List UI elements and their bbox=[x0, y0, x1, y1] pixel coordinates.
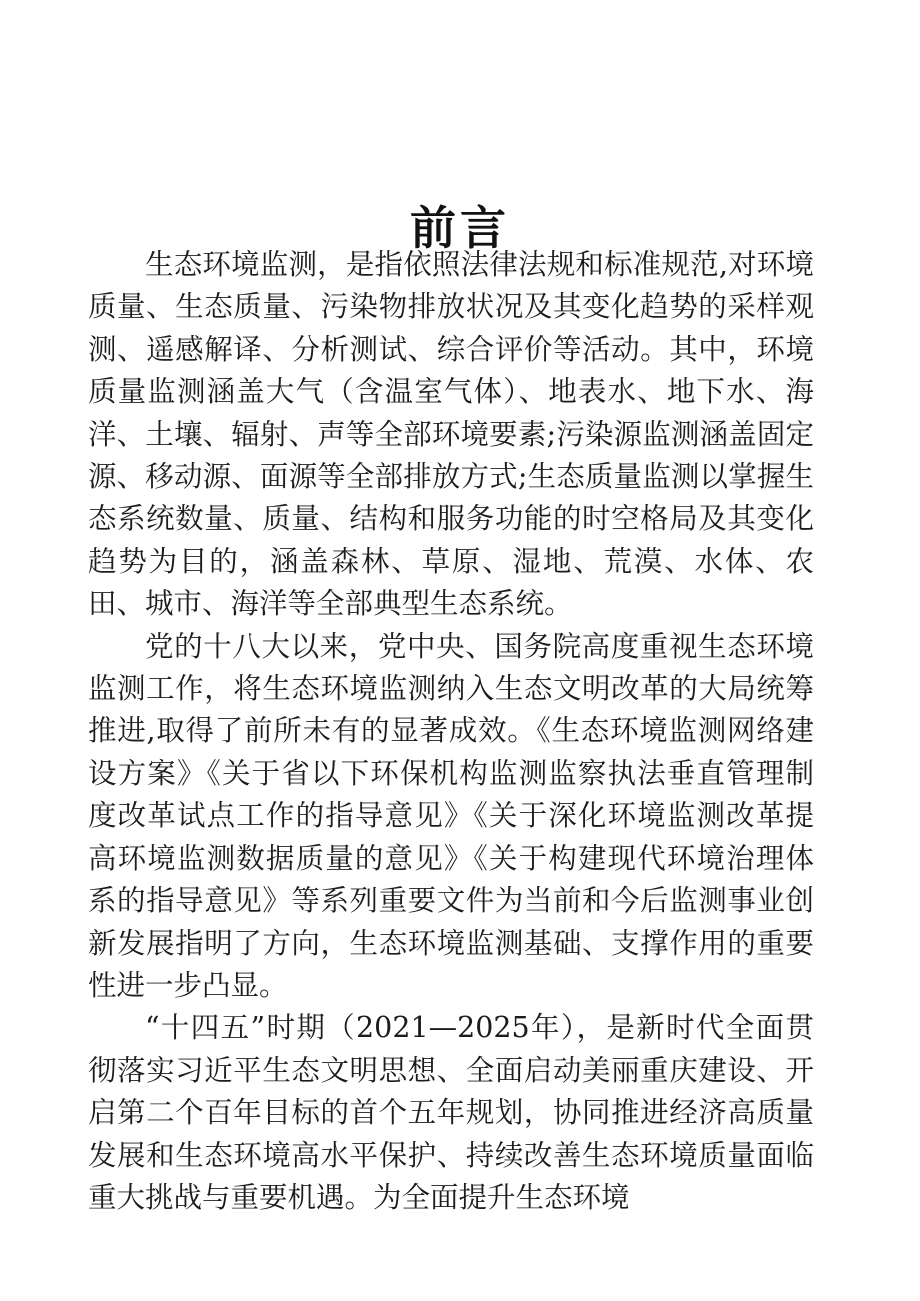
paragraph: 党的十八大以来，党中央、国务院高度重视生态环境监测工作，将生态环境监测纳入生态文明改革的大局统筹推进,取得了前所未有的显著成效。《生态环境监测网络建设方案》《关于省以下环保机构监测监察执法垂直管理制度改革试点工作的指导意见》《关于深化环境监测改革提高环境监测数据质量的意见》《关于构建现代环境治理体系的指导意见》等系列重要文件为当前和今后监测事业创新发展指明了方向，生态环境监测基础、支撑作用的重要性进一步凸显。 bbox=[88, 629, 814, 1002]
page-title: 前言 bbox=[410, 200, 510, 255]
document-body bbox=[88, 244, 814, 1219]
paragraph: “十四五”时期（2021—2025年），是新时代全面贯彻落实习近平生态文明思想、全面启动美丽重庆建设、开启第二个百年目标的首个五年规划，协同推进经济高质量发展和生态环境高水平保护、持续改善生态环境质量面临重大挑战与重要机遇。为全面提升生态环境 bbox=[88, 1011, 814, 1214]
paragraph: 生态环境监测，是指依照法律法规和标准规范,对环境质量、生态质量、污染物排放状况及其变化趋势的采样观测、遥感解译、分析测试、综合评价等活动。其中，环境质量监测涵盖大气（含温室气体）、地表水、地下水、海洋、土壤、辐射、声等全部环境要素;污染源监测涵盖固定源、移动源、面源等全部排放方式;生态质量监测以掌握生态系统数量、质量、结构和服务功能的时空格局及其变化趋势为目的，涵盖森林、草原、湿地、荒漠、水体、农田、城市、海洋等全部典型生态系统。 bbox=[88, 248, 814, 621]
